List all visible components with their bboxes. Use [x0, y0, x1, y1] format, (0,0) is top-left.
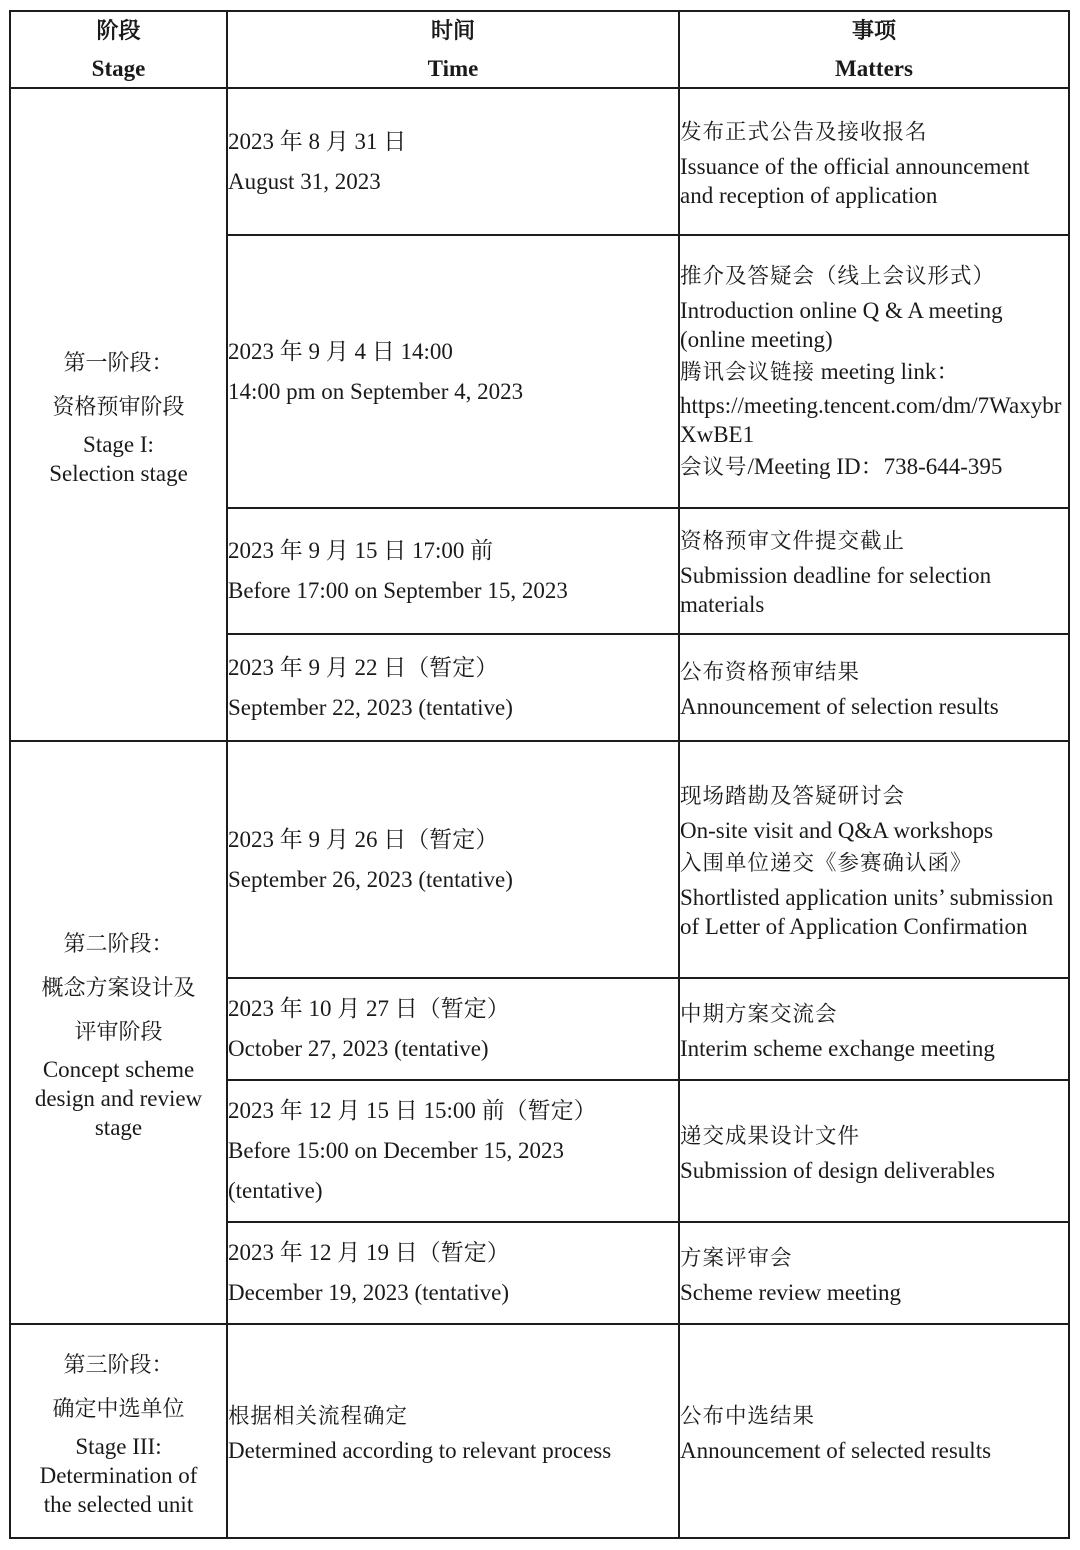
matter-zh: 公布中选结果: [680, 1403, 816, 1429]
schedule-table: [9, 10, 1070, 1539]
header-stage-zh: 阶段: [96, 18, 141, 44]
table-header-row: [10, 11, 1069, 88]
matter-en: Interim scheme exchange meeting: [680, 1035, 995, 1061]
stage-2-zh-line3: 评审阶段: [74, 1020, 163, 1045]
time-en: October 27, 2023 (tentative): [228, 1036, 489, 1061]
matter-zh: 现场踏勘及答疑研讨会: [680, 784, 906, 809]
stage-2-en-line3: stage: [94, 1115, 143, 1140]
time-cell: [227, 1324, 679, 1538]
time-cell: [227, 978, 679, 1080]
matter-zh-2: 入围单位递交《参赛确认函》: [680, 851, 973, 876]
matter-en: Submission deadline for selection materials: [680, 563, 992, 617]
time-cell: [227, 1222, 679, 1324]
header-stage-en: Stage: [91, 55, 146, 81]
time-zh: 2023 年 12 月 19 日（暂定）: [228, 1240, 510, 1265]
matter-zh: 发布正式公告及接收报名: [680, 119, 928, 145]
matter-zh: 中期方案交流会: [680, 1001, 838, 1027]
meeting-id-zh: 会议号: [680, 454, 748, 480]
time-zh: 2023 年 9 月 15 日 17:00 前: [228, 538, 494, 563]
stage-2-zh-line1: 第二阶段：: [63, 932, 174, 957]
matter-cell: [679, 235, 1069, 508]
time-en-2: (tentative): [228, 1178, 323, 1203]
matter-zh: 方案评审会: [680, 1245, 793, 1271]
matter-cell: [679, 634, 1069, 741]
header-time-en: Time: [427, 55, 479, 81]
time-zh: 2023 年 10 月 27 日（暂定）: [228, 996, 510, 1021]
header-matters-en: Matters: [835, 55, 913, 81]
meeting-id: [680, 449, 1068, 486]
matter-cell: [679, 88, 1069, 235]
time-en: September 22, 2023 (tentative): [228, 694, 513, 720]
matter-cell: [679, 1080, 1069, 1222]
time-en: August 31, 2023: [228, 168, 381, 194]
stage-3-en-line3: the selected unit: [43, 1491, 194, 1517]
stage-3-zh-line1: 第三阶段：: [63, 1352, 174, 1378]
time-en: December 19, 2023 (tentative): [228, 1280, 509, 1305]
time-en: Determined according to relevant process: [228, 1437, 612, 1463]
stage-2-cell: [10, 741, 227, 1324]
time-cell: [227, 741, 679, 978]
time-cell: [227, 88, 679, 235]
header-time: [227, 11, 679, 88]
matter-en: Submission of design deliverables: [680, 1157, 995, 1183]
meeting-link-label: [680, 354, 1068, 391]
header-matters-zh: 事项: [851, 18, 896, 44]
time-en: Before 17:00 on September 15, 2023: [228, 578, 568, 603]
meeting-id-en: /Meeting ID：738-644-395: [747, 453, 1003, 479]
meeting-link-label-zh: 腾讯会议链接: [680, 359, 816, 385]
matter-zh: 递交成果设计文件: [680, 1123, 861, 1149]
matter-en: Announcement of selected results: [680, 1437, 992, 1463]
header-stage: [10, 11, 227, 88]
matter-cell: [679, 978, 1069, 1080]
time-zh: 2023 年 9 月 22 日（暂定）: [228, 654, 499, 680]
matter-en: Issuance of the official announcement and reception of application: [680, 153, 1030, 208]
matter-en: On-site visit and Q&A workshops: [680, 818, 994, 843]
time-zh: 2023 年 8 月 31 日: [228, 128, 407, 154]
stage-1-zh-line2: 资格预审阶段: [52, 394, 185, 420]
meeting-link-label-en: meeting link：: [815, 358, 960, 384]
matter-en: Announcement of selection results: [680, 694, 999, 719]
matter-en: Introduction online Q & A meeting (online meeting): [680, 297, 1003, 352]
table-row: [10, 741, 1069, 978]
time-en: September 26, 2023 (tentative): [228, 866, 513, 892]
stage-3-en-line2: Determination of: [39, 1462, 198, 1488]
matter-en-2: Shortlisted application units’ submission of Letter of Application Confirmation: [680, 885, 1054, 939]
stage-1-en-line1: Stage I:: [83, 431, 154, 457]
stage-2-en-line1: Concept scheme: [42, 1057, 195, 1082]
time-cell: [227, 1080, 679, 1222]
stage-1-cell: [10, 88, 227, 741]
time-cell: [227, 235, 679, 508]
stage-1-en-line2: Selection stage: [49, 460, 188, 486]
time-zh: 2023 年 12 月 15 日 15:00 前（暂定）: [228, 1098, 597, 1123]
time-zh: 根据相关流程确定: [228, 1403, 409, 1429]
matter-cell: [679, 1324, 1069, 1538]
matter-cell: [679, 741, 1069, 978]
time-zh: 2023 年 9 月 4 日 14:00: [228, 338, 453, 364]
matter-zh: 资格预审文件提交截止: [680, 529, 906, 554]
stage-2-en-line2: design and review: [34, 1086, 203, 1111]
matter-cell: [679, 508, 1069, 634]
stage-1-zh-line1: 第一阶段：: [63, 350, 174, 376]
time-en: Before 15:00 on December 15, 2023: [228, 1138, 564, 1163]
stage-3-zh-line2: 确定中选单位: [52, 1396, 185, 1422]
stage-3-cell: [10, 1324, 227, 1538]
time-zh: 2023 年 9 月 26 日（暂定）: [228, 826, 499, 852]
header-time-zh: 时间: [430, 18, 475, 44]
stage-2-zh-line2: 概念方案设计及: [41, 976, 196, 1001]
matter-cell: [679, 1222, 1069, 1324]
meeting-link-url[interactable]: https://meeting.tencent.com/dm/7WaxybrXwBE1: [680, 392, 1062, 447]
header-matters: [679, 11, 1069, 88]
time-en: 14:00 pm on September 4, 2023: [228, 378, 524, 404]
table-row: [10, 1324, 1069, 1538]
time-cell: [227, 508, 679, 634]
table-row: [10, 88, 1069, 235]
stage-3-en-line1: Stage III:: [75, 1433, 162, 1459]
matter-zh: 公布资格预审结果: [680, 660, 861, 685]
matter-en: Scheme review meeting: [680, 1279, 901, 1305]
matter-zh: 推介及答疑会（线上会议形式）: [680, 263, 996, 289]
time-cell: [227, 634, 679, 741]
